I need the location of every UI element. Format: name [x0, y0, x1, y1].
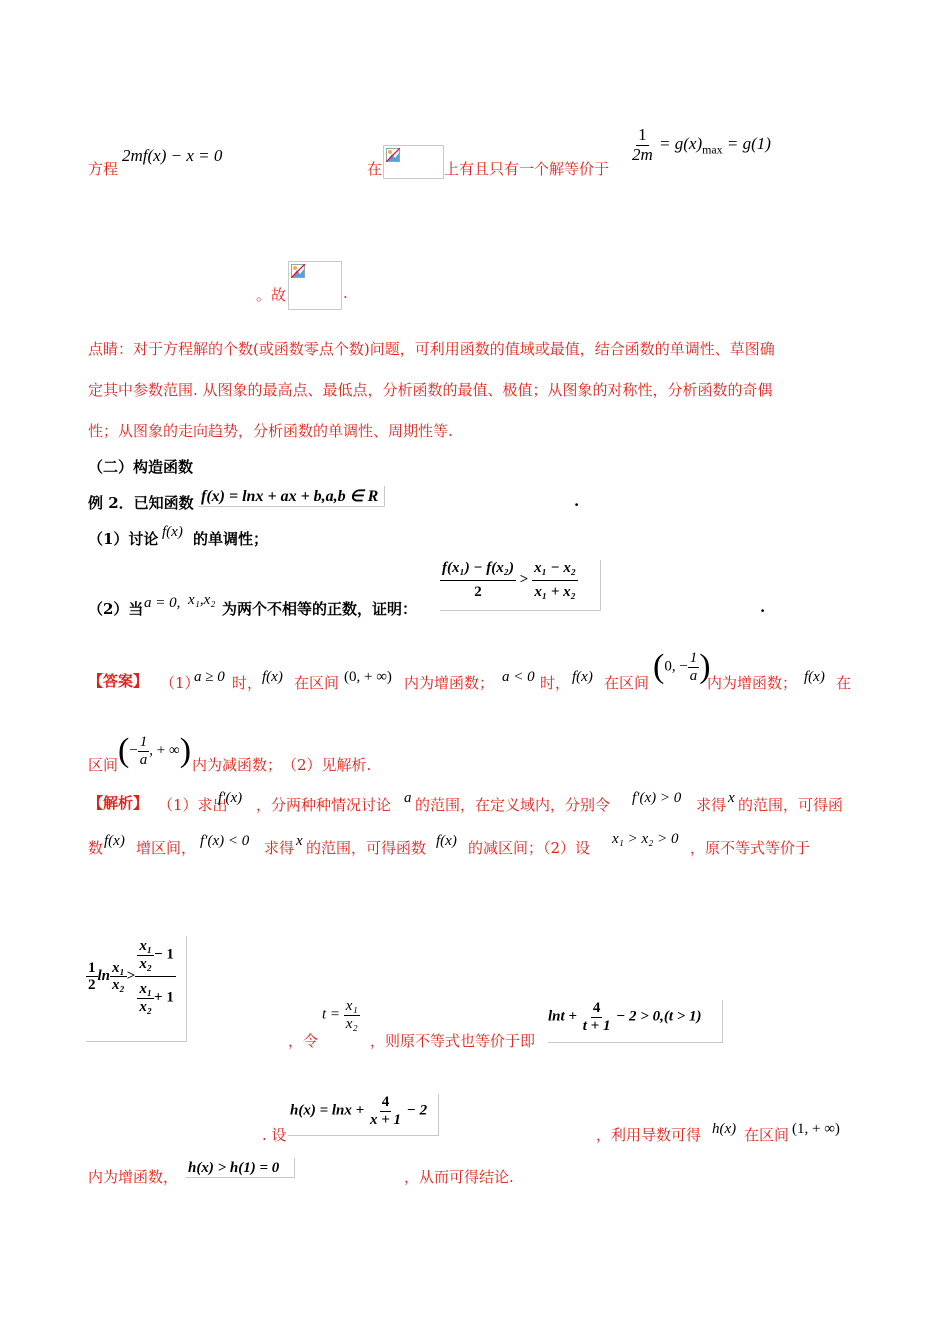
answer-t3: 在区间 [294, 674, 340, 692]
image-border [294, 1158, 295, 1178]
answer-t4: 内为增函数； [404, 674, 495, 692]
answer-m9rest: , + ∞ [149, 742, 180, 759]
analysis-t10: 的减区间；（2）设 [468, 839, 591, 857]
example-title: 例 2．已知函数 [88, 494, 194, 512]
image-border [438, 1094, 439, 1136]
image-border [440, 610, 600, 611]
answer-m7: f(x) [804, 669, 825, 685]
image-border [288, 1135, 438, 1136]
analysis-m8: x [296, 833, 303, 849]
frac-den-2m: 2m [632, 144, 653, 164]
equation-fx: f(x) [162, 524, 183, 540]
ineq-plus1: + 1 [154, 989, 174, 1006]
answer-t6: 在区间 [604, 674, 650, 692]
image-border [384, 486, 385, 507]
analysis-m1: f′(x) [218, 790, 243, 806]
answer-t7: 内为增函数； [707, 674, 798, 692]
question-2-prefix: （2）当 [88, 600, 144, 618]
let-expr-num: 4 [592, 1000, 601, 1016]
image-border [722, 1000, 723, 1043]
let-comma: ，令 [288, 1032, 319, 1050]
dianjing-line-3: 性；从图象的走向趋势，分析函数的单调性、周期性等. [88, 422, 453, 440]
answer-interval-1a-inf: (− $\frac{1}{a}$ , + ∞) [118, 732, 192, 769]
let-t-num: x₁ [345, 998, 358, 1014]
equation-inequality-proof [440, 560, 578, 600]
ineq-inner-x2a: x₂ [139, 955, 153, 972]
answer-t8: 在 [836, 674, 852, 692]
answer-t1: （1） [160, 674, 200, 692]
question-2-suffix: 为两个不相等的正数，证明： [222, 600, 418, 618]
analysis-m3: f′(x) > 0 [632, 790, 682, 806]
image-border [186, 936, 187, 1042]
broken-image-answer [288, 261, 342, 310]
question-1-prefix: （1）讨论 [88, 530, 159, 548]
equation-lnt [548, 1000, 702, 1034]
eq-max-sub: max [702, 142, 723, 157]
analysis-m2: a [404, 790, 412, 806]
analysis-m9: f(x) [436, 833, 457, 849]
broken-image-icon [291, 264, 305, 278]
answer-t5: 时， [540, 674, 571, 692]
analysis-m10: x₁ > x₂ > 0 [612, 831, 679, 847]
ineq-inner-x1a: x₁ [139, 938, 153, 954]
text-unique-solution: 上有且只有一个解等价于 [444, 160, 610, 178]
analysis-m6: f(x) [104, 833, 125, 849]
proof-frac-num: f(x₁) − f(x₂) [440, 560, 516, 581]
image-border [86, 1041, 186, 1042]
question-1-suffix: 的单调性； [193, 530, 269, 548]
h-post: − 2 [406, 1102, 428, 1119]
equation-hx [290, 1094, 427, 1128]
answer-t2: 时， [232, 674, 263, 692]
equation-max-g [630, 126, 771, 164]
set-prefix: . 设 [262, 1126, 287, 1144]
last-t2: ，从而可得结论. [404, 1168, 514, 1186]
answer-m4: a < 0 [502, 669, 535, 685]
answer-m2: f(x) [262, 669, 283, 685]
eq-g-1: = g(1) [726, 134, 771, 154]
analysis-t9: 的范围，可得函数 [306, 839, 427, 857]
text-gu: 。故 [256, 286, 287, 304]
analysis-m4: x [728, 790, 735, 806]
answer-m9num: 1 [139, 734, 148, 750]
let-t: t = [322, 1006, 341, 1023]
analysis-t1: （1）求出 [158, 796, 228, 814]
image-border [198, 506, 384, 507]
set-t1: ，利用导数可得 [596, 1126, 702, 1144]
h-pre: h(x) = lnx + [290, 1102, 365, 1119]
let-expr-post: − 2 > 0,(t > 1) [616, 1008, 702, 1025]
analysis-t6: 数 [88, 839, 104, 857]
answer-m9den: a [139, 751, 148, 768]
proof-frac-den2: x₁ + x₂ [534, 583, 576, 600]
ineq-x1: x₁ [112, 959, 125, 976]
answer-m6den: a [689, 667, 698, 684]
analysis-t11: ，原不等式等价于 [690, 839, 811, 857]
image-border [186, 1177, 294, 1178]
answer-m1: a ≥ 0 [194, 669, 225, 685]
let-expr-den: t + 1 [582, 1017, 611, 1034]
ineq-ln: ln [97, 968, 111, 984]
answer-line-1 [88, 670, 148, 691]
text-period: . [343, 284, 348, 302]
analysis-t2: ，分两种种情况讨论 [256, 796, 392, 814]
ineq-gt: > [126, 968, 136, 984]
broken-image-interval [383, 145, 444, 179]
last-m1: h(x) > h(1) = 0 [188, 1160, 280, 1176]
equation-x1-x2: x₁,x₂ [188, 592, 216, 608]
answer-m6num: 1 [689, 650, 698, 666]
set-t2: 在区间 [744, 1126, 790, 1144]
analysis-t3: 的范围，在定义域内，分别令 [415, 796, 611, 814]
equation-log-inequality [86, 938, 176, 1015]
proof-frac-num2: x₁ − x₂ [532, 560, 578, 581]
text-fangcheng: 方程 [88, 160, 119, 178]
equation-function: f(x) = lnx + ax + b,a,b ∈ R [201, 488, 379, 505]
text-zai: 在 [367, 160, 383, 178]
analysis-t5: 的范围，可得函 [738, 796, 844, 814]
answer-m3: (0, + ∞) [344, 669, 392, 685]
set-m2: (1, + ∞) [792, 1121, 840, 1137]
section-title: （二）构造函数 [88, 458, 194, 476]
dianjing-line-2: 定其中参数范围. 从图象的最高点、最低点，分析函数的最值、极值；从图象的对称性，分析函数的奇偶 [88, 381, 773, 399]
proof-gt: > [519, 571, 529, 588]
answer-t10: 内为减函数； （2）见解析. [192, 756, 372, 774]
answer-interval-0-1a: (0, − $\frac{1}{a}$ ) [653, 648, 711, 685]
last-t1: 内为增函数， [88, 1168, 179, 1186]
ineq-inner-x2b: x₂ [139, 998, 153, 1015]
analysis-t4: 求得 [696, 796, 727, 814]
let-text: ，则原不等式也等价于即 [370, 1032, 536, 1050]
answer-label: 【答案】 [88, 672, 149, 690]
image-border [548, 1042, 722, 1043]
example-period: . [574, 492, 580, 510]
equation-t-def [322, 998, 360, 1032]
dianjing-line-1: 点睛：对于方程解的个数(或函数零点个数)问题，可利用函数的值域或最值，结合函数的单调性、草图确 [88, 340, 775, 358]
broken-image-icon [386, 148, 400, 162]
analysis-t8: 求得 [264, 839, 295, 857]
set-m1: h(x) [712, 1121, 737, 1137]
analysis-m7: f′(x) < 0 [200, 833, 250, 849]
equation-a-zero: a = 0, [144, 595, 181, 611]
proof-frac-den: 2 [474, 583, 482, 600]
let-t-den: x₂ [345, 1015, 358, 1032]
answer-t9: 区间 [88, 756, 119, 774]
eq-g-x: = g(x) [659, 134, 703, 154]
analysis-t7: 增区间， [136, 839, 197, 857]
ineq-x2: x₂ [112, 977, 125, 993]
question-2-period: . [760, 598, 766, 616]
ineq-half-den: 2 [88, 977, 96, 993]
h-den: x + 1 [369, 1111, 401, 1128]
frac-num-1: 1 [638, 125, 647, 144]
let-expr-pre: lnt + [548, 1008, 577, 1025]
image-border [600, 560, 601, 611]
ineq-half-num: 1 [88, 959, 96, 976]
h-num: 4 [381, 1094, 390, 1110]
answer-m5: f(x) [572, 669, 593, 685]
equation-2mfx: 2mf(x) − x = 0 [122, 146, 223, 165]
answer-m6a: 0, − [664, 658, 688, 675]
ineq-minus1: − 1 [154, 946, 174, 963]
analysis-label: 【解析】 [88, 794, 149, 812]
ineq-inner-x1b: x₁ [139, 981, 153, 997]
